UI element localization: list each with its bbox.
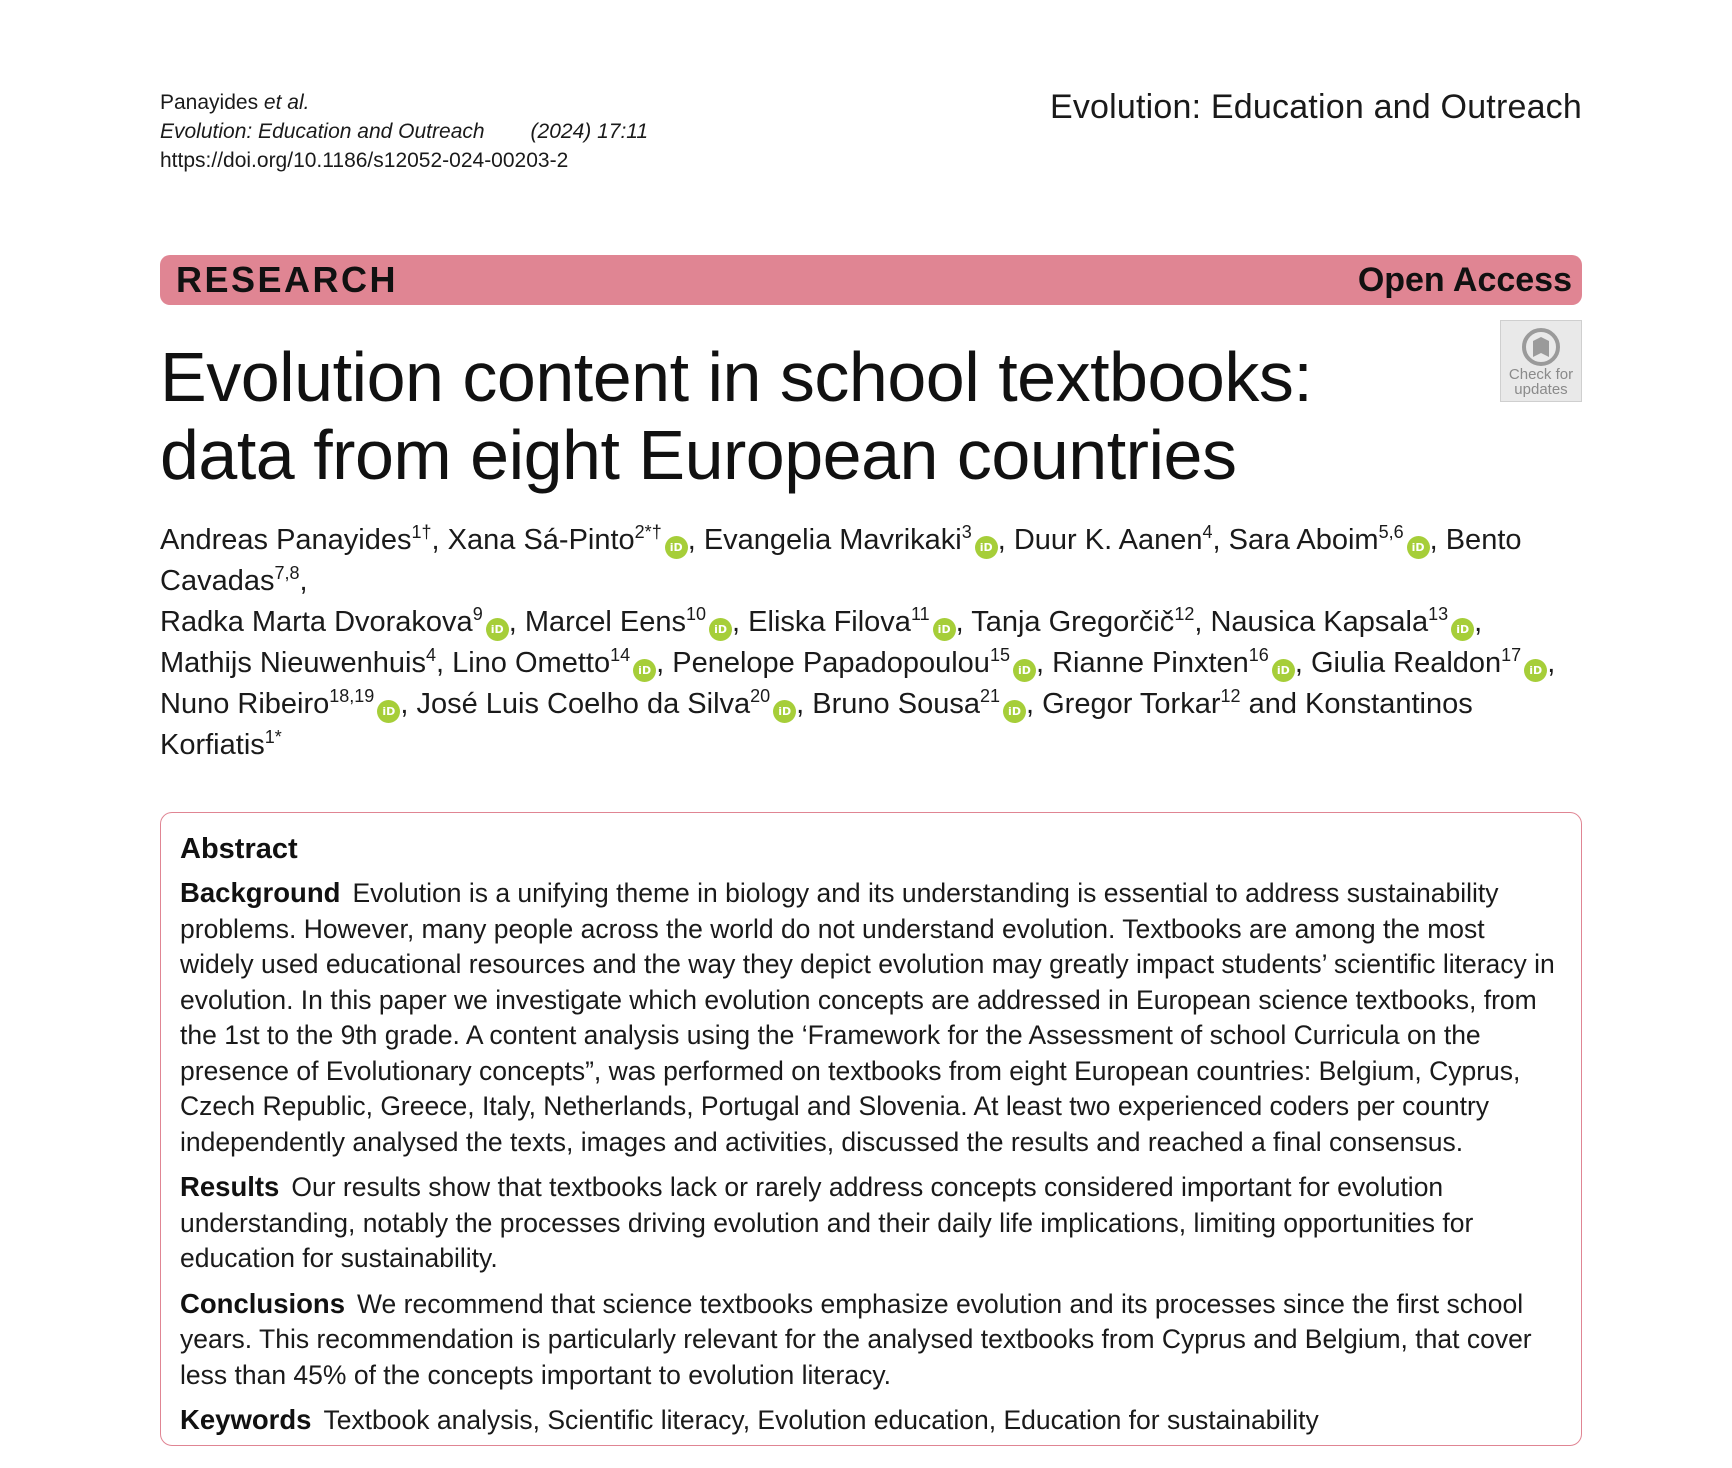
author[interactable]: Giulia Realdon bbox=[1310, 647, 1502, 679]
author-affiliation: 13 bbox=[1428, 604, 1449, 624]
author-affiliation: 3 bbox=[961, 522, 972, 542]
meta-author: Panayides bbox=[160, 91, 259, 114]
abstract-section-text: Evolution is a unifying theme in biology and its understanding is essential to address sustainability problems. However, many people across the world do not understand evolution. Textbooks are among the most widely used educational resources and the way they depict evolution may greatly impact students’ scientific literacy in evolution. In this paper we investigate which evolution concepts are addressed in European science textbooks, from the 1st to the 9th grade. A content analysis using the ‘Framework for the Assessment of school Curricula on the presence of Evolutionary concepts”, was performed on textbooks from eight European countries: Belgium, Cyprus, Czech Republic, Greece, Italy, Netherlands, Portugal and Slovenia. At least two experienced coders per country independently analysed the texts, images and activities, discussed the results and reached a final consensus. bbox=[180, 878, 1555, 1157]
author-separator: , bbox=[1294, 647, 1311, 679]
author[interactable]: Evangelia Mavrikaki bbox=[703, 524, 962, 556]
author-separator: , bbox=[1547, 647, 1556, 679]
author-affiliation: 11 bbox=[910, 604, 930, 624]
author-affiliation: 20 bbox=[750, 686, 771, 706]
author-affiliation: 1* bbox=[264, 727, 282, 747]
check-for-updates-line1: Check for bbox=[1508, 366, 1574, 383]
article-title: Evolution content in school textbooks: data from eight European countries bbox=[160, 338, 1313, 494]
author[interactable]: Andreas Panayides bbox=[160, 524, 412, 556]
meta-journal: Evolution: Education and Outreach bbox=[160, 120, 485, 143]
author[interactable]: Nausica Kapsala bbox=[1210, 606, 1429, 638]
author[interactable]: Nuno Ribeiro bbox=[160, 688, 330, 720]
check-for-updates-icon bbox=[1521, 327, 1561, 367]
author-affiliation: 10 bbox=[686, 604, 707, 624]
orcid-icon[interactable]: iD bbox=[1013, 659, 1036, 682]
orcid-icon[interactable]: iD bbox=[773, 700, 796, 723]
author-separator: , bbox=[1474, 606, 1483, 638]
author[interactable]: Xana Sá-Pinto bbox=[447, 524, 635, 556]
author[interactable]: Radka Marta Dvorakova bbox=[160, 606, 473, 638]
orcid-icon[interactable]: iD bbox=[486, 618, 509, 641]
author-affiliation: 12 bbox=[1220, 686, 1241, 706]
author[interactable]: Konstantinos Korfiatis bbox=[160, 688, 1473, 761]
author[interactable]: Penelope Papadopoulou bbox=[672, 647, 990, 679]
author[interactable]: Tanja Gregorčič bbox=[971, 606, 1175, 638]
citation-meta bbox=[160, 88, 648, 175]
author-affiliation: 15 bbox=[989, 645, 1010, 665]
author-list bbox=[160, 520, 1600, 766]
author-affiliation: 18,19 bbox=[329, 686, 375, 706]
abstract-box bbox=[160, 812, 1582, 1446]
author[interactable]: Mathijs Nieuwenhuis bbox=[160, 647, 426, 679]
author-separator: , bbox=[431, 524, 448, 556]
author-affiliation: 17 bbox=[1501, 645, 1522, 665]
abstract-results bbox=[180, 1169, 1563, 1277]
check-for-updates-line2: updates bbox=[1514, 381, 1568, 398]
orcid-icon[interactable]: iD bbox=[933, 618, 956, 641]
abstract-section-label: Keywords bbox=[180, 1404, 312, 1435]
orcid-icon[interactable]: iD bbox=[975, 536, 998, 559]
author[interactable]: Bento Cavadas bbox=[160, 524, 1522, 597]
abstract-background bbox=[180, 875, 1563, 1160]
author-affiliation: 14 bbox=[610, 645, 631, 665]
orcid-icon[interactable]: iD bbox=[1407, 536, 1430, 559]
author-separator: , bbox=[656, 647, 673, 679]
author-separator: , bbox=[1026, 688, 1043, 720]
author[interactable]: Rianne Pinxten bbox=[1052, 647, 1249, 679]
author-affiliation: 2*† bbox=[634, 522, 662, 542]
orcid-icon[interactable]: iD bbox=[709, 618, 732, 641]
author-separator: , bbox=[1194, 606, 1211, 638]
journal-name: Evolution: Education and Outreach bbox=[1049, 88, 1582, 126]
author-separator: , bbox=[997, 524, 1014, 556]
orcid-icon[interactable]: iD bbox=[1003, 700, 1026, 723]
meta-year-volume: (2024) 17:11 bbox=[530, 120, 649, 143]
author-affiliation: 4 bbox=[1202, 522, 1213, 542]
abstract-section-label: Conclusions bbox=[180, 1287, 346, 1319]
author-separator: , bbox=[1429, 524, 1446, 556]
author-affiliation: 1† bbox=[411, 522, 432, 542]
abstract-section-text: We recommend that science textbooks emphasize evolution and its processes since the first school years. This recommendation is particularly relevant for the analysed textbooks from Cyprus and Belgium, that cover less than 45% of the concepts important to evolution literacy. bbox=[180, 1288, 1532, 1390]
author[interactable]: Gregor Torkar bbox=[1042, 688, 1221, 720]
abstract-heading: Abstract bbox=[180, 833, 298, 865]
doi-link[interactable]: https://doi.org/10.1186/s12052-024-00203-2 bbox=[160, 149, 569, 172]
check-for-updates-button[interactable] bbox=[1500, 320, 1582, 402]
author[interactable]: José Luis Coelho da Silva bbox=[416, 688, 751, 720]
meta-etal: et al. bbox=[263, 91, 310, 114]
author-separator: , bbox=[955, 606, 972, 638]
author-affiliation: 12 bbox=[1174, 604, 1195, 624]
author-affiliation: 21 bbox=[979, 686, 1000, 706]
author-affiliation: 5,6 bbox=[1378, 522, 1404, 542]
author-affiliation: 9 bbox=[472, 604, 483, 624]
author-separator: , bbox=[687, 524, 704, 556]
abstract-section-label: Results bbox=[180, 1171, 280, 1202]
orcid-icon[interactable]: iD bbox=[665, 536, 688, 559]
orcid-icon[interactable]: iD bbox=[377, 700, 400, 723]
author[interactable]: Duur K. Aanen bbox=[1013, 524, 1203, 556]
author[interactable]: Eliska Filova bbox=[748, 606, 911, 638]
author-separator: , bbox=[1212, 524, 1229, 556]
author-separator: , bbox=[1035, 647, 1053, 679]
author[interactable]: Bruno Sousa bbox=[812, 688, 980, 720]
author-separator: , bbox=[508, 606, 525, 638]
author-affiliation: 16 bbox=[1248, 645, 1269, 665]
abstract-section-text: Our results show that textbooks lack or rarely address concepts considered important for evolution understanding, notably the processes driving evolution and their daily life implications, limiting opportunities for education for sustainability. bbox=[180, 1172, 1474, 1273]
author-separator: , bbox=[732, 606, 749, 638]
author-separator: , bbox=[796, 688, 813, 720]
article-type-banner bbox=[160, 255, 1582, 305]
orcid-icon[interactable]: iD bbox=[1524, 659, 1547, 682]
meta-journal-line bbox=[160, 117, 648, 146]
author-affiliation: 7,8 bbox=[274, 563, 300, 583]
abstract-section-label: Background bbox=[180, 877, 341, 908]
orcid-icon[interactable]: iD bbox=[1451, 618, 1474, 641]
open-access-label: Open Access bbox=[1357, 260, 1572, 299]
author-affiliation: 4 bbox=[425, 645, 436, 665]
author-separator: , bbox=[400, 688, 417, 720]
abstract-section-text: Textbook analysis, Scientific literacy, Evolution education, Education for sustainability bbox=[323, 1405, 1319, 1435]
author[interactable]: Sara Aboim bbox=[1228, 524, 1379, 556]
orcid-icon[interactable]: iD bbox=[1272, 659, 1295, 682]
author[interactable]: Marcel Eens bbox=[524, 606, 686, 638]
abstract-conclusions bbox=[180, 1286, 1563, 1394]
author-separator: , bbox=[435, 647, 453, 679]
orcid-icon[interactable]: iD bbox=[633, 659, 656, 682]
abstract-keywords bbox=[180, 1402, 1563, 1439]
meta-author-line bbox=[160, 88, 648, 117]
author-separator: and bbox=[1240, 688, 1306, 720]
author-separator: , bbox=[299, 565, 308, 597]
article-type-label: RESEARCH bbox=[176, 259, 399, 300]
author[interactable]: Lino Ometto bbox=[452, 647, 611, 679]
